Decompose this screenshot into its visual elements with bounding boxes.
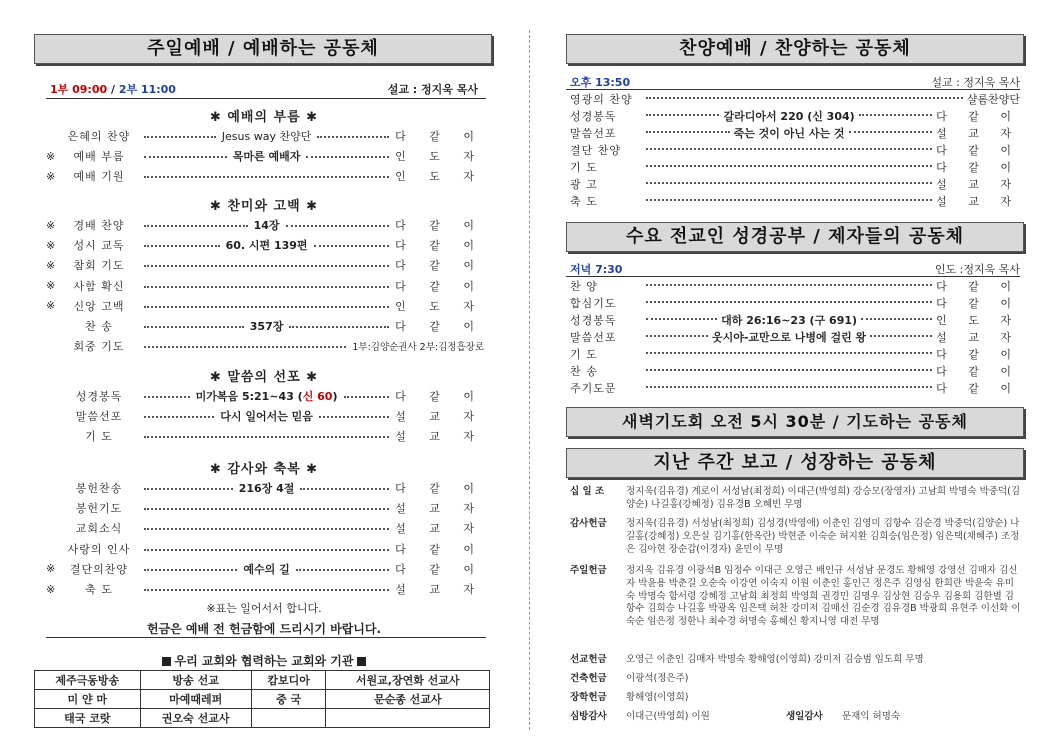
square-bullet-icon <box>357 657 366 666</box>
liturgy-leader: 다 같 이 <box>395 219 484 232</box>
praise-worship-header: 찬양예배 / 찬양하는 공동체 <box>566 34 1024 64</box>
dotted-leader <box>144 428 389 438</box>
dotted-leader <box>144 388 190 398</box>
liturgy-row <box>46 559 484 579</box>
report-category: 생일감사 <box>786 711 823 722</box>
report-names: 이광석(정은주) <box>626 673 689 684</box>
program-leader: 다 같 이 <box>936 365 1020 378</box>
program-row <box>570 295 1020 311</box>
dotted-leader <box>646 108 719 116</box>
divider <box>566 276 1020 277</box>
program-row <box>570 278 1020 294</box>
liturgy-label: 기 도 <box>85 430 113 444</box>
program-label: 결단 찬양 <box>570 144 622 157</box>
program-row <box>570 346 1020 362</box>
dotted-leader <box>144 500 389 510</box>
divider <box>566 89 1020 90</box>
dotted-leader <box>144 480 233 490</box>
liturgy-row <box>46 498 484 518</box>
report-category: 십 일 조 <box>570 486 605 497</box>
section-title: ✱ 예배의 부름 ✱ <box>209 110 319 125</box>
praise-time: 오후 13:50 <box>570 76 631 89</box>
report-category: 주일헌금 <box>570 565 607 576</box>
liturgy-row <box>46 386 484 406</box>
dotted-leader <box>144 237 220 247</box>
report-category: 감사헌금 <box>570 518 607 529</box>
standing-mark: ※ <box>46 279 56 293</box>
program-label: 합심기도 <box>570 297 617 310</box>
liturgy-label: 축 도 <box>85 583 113 596</box>
dotted-leader <box>646 142 932 150</box>
dotted-leader <box>286 217 390 227</box>
liturgy-leader: 인 도 자 <box>395 170 484 184</box>
report-row <box>570 518 1022 556</box>
dotted-leader <box>289 318 389 328</box>
partner-cell <box>251 709 326 728</box>
program-label: 찬 양 <box>570 280 598 293</box>
liturgy-leader: 설 교 자 <box>395 410 485 424</box>
program-row <box>570 380 1020 396</box>
liturgy-row <box>46 215 484 235</box>
liturgy-leader: 설 교 자 <box>395 430 484 444</box>
standing-mark: ※ <box>46 218 56 232</box>
liturgy-label: 봉헌기도 <box>75 502 123 516</box>
dotted-leader <box>144 581 389 591</box>
liturgy-detail: 다시 일어서는 믿음 <box>220 410 313 424</box>
liturgy-label: 사랑의 인사 <box>67 542 131 556</box>
dawn-prayer-header: 새벽기도회 오전 5시 30분 / 기도하는 공동체 <box>566 407 1024 437</box>
dotted-leader <box>646 363 932 371</box>
partner-table <box>34 670 490 728</box>
dotted-leader <box>314 237 390 247</box>
liturgy-label: 참회 기도 <box>73 259 125 273</box>
dotted-leader <box>646 159 932 167</box>
dotted-leader <box>300 480 389 490</box>
liturgy-row <box>46 539 484 559</box>
dotted-leader <box>144 408 214 418</box>
liturgy-detail: 미가복음 5:21~43 (신 60) <box>195 390 338 403</box>
partner-cell: 마예때레퍼 <box>140 690 251 709</box>
partner-cell: 제주극동방송 <box>35 671 141 690</box>
program-leader: 설 교 자 <box>936 331 1021 344</box>
liturgy-label: 예배 부름 <box>73 150 125 164</box>
program-leader: 다 같 이 <box>936 144 1020 157</box>
program-row <box>570 329 1020 345</box>
liturgy-detail: 216장 4절 <box>238 482 295 495</box>
dotted-leader <box>144 541 389 551</box>
dotted-leader <box>144 257 389 267</box>
dotted-leader <box>319 408 389 418</box>
dotted-leader <box>296 561 389 571</box>
service1-time: 1부 09:00 <box>50 83 108 96</box>
liturgy-label: 봉헌찬송 <box>75 482 123 495</box>
program-label: 성경봉독 <box>570 110 617 123</box>
liturgy-detail: 목마른 예배자 <box>232 150 301 164</box>
partner-cell: 미 얀 마 <box>35 690 141 709</box>
divider <box>46 98 486 99</box>
liturgy-detail: Jesus way 찬양단 <box>221 130 312 143</box>
dotted-leader <box>646 193 932 201</box>
report-row <box>570 711 1022 724</box>
dotted-leader <box>144 168 389 178</box>
program-row <box>570 91 1020 107</box>
partner-title <box>32 652 496 669</box>
liturgy-label: 찬 송 <box>85 320 113 333</box>
dotted-leader <box>861 312 932 320</box>
dotted-leader <box>646 346 932 354</box>
column-divider <box>529 30 530 730</box>
program-leader: 다 같 이 <box>936 280 1020 293</box>
square-bullet-icon <box>162 657 171 666</box>
offering-note: 헌금은 예배 전 헌금함에 드리시기 바랍니다. <box>146 622 382 636</box>
program-row <box>570 312 1020 328</box>
report-row <box>570 692 1022 705</box>
standing-mark: ※ <box>46 258 56 272</box>
report-category: 건축헌금 <box>570 673 607 684</box>
liturgy-row <box>46 426 484 446</box>
report-names: 오영근 이춘인 김매자 박명숙 황해영(이영희) 강미저 김승범 임도희 무명 <box>626 654 924 665</box>
liturgy-row <box>46 276 484 296</box>
program-row <box>570 125 1020 141</box>
liturgy-detail: 예수의 길 <box>243 562 290 576</box>
liturgy-leader: 다 같 이 <box>395 239 484 253</box>
standing-mark: ※ <box>46 562 56 576</box>
program-label: 찬 송 <box>570 365 598 378</box>
partner-row <box>35 709 490 728</box>
sunday-times-line <box>50 81 478 97</box>
dotted-leader <box>317 128 389 138</box>
liturgy-label: 교회소식 <box>75 522 123 536</box>
partner-title-text: 우리 교회와 협력하는 교회와 기관 <box>174 654 354 668</box>
sunday-worship-header: 주일예배 / 예배하는 공동체 <box>34 34 492 64</box>
program-label: 성경봉독 <box>570 314 617 327</box>
dotted-leader <box>646 125 730 133</box>
liturgy-label: 말씀선포 <box>75 410 123 424</box>
wednesday-time: 저녁 7:30 <box>570 263 623 276</box>
dotted-leader <box>646 329 708 337</box>
dotted-leader <box>144 217 248 227</box>
program-row <box>570 159 1020 175</box>
program-leader: 다 같 이 <box>936 110 1021 123</box>
time-separator: / <box>107 83 119 96</box>
liturgy-row <box>46 316 484 336</box>
liturgy-leader: 다 같 이 <box>395 482 485 495</box>
liturgy-row <box>46 579 484 599</box>
liturgy-row <box>46 518 484 538</box>
report-category: 선교헌금 <box>570 654 607 665</box>
dotted-leader <box>344 388 390 398</box>
dotted-leader <box>144 318 244 328</box>
report-row <box>570 565 1022 629</box>
program-leader: 다 같 이 <box>936 348 1020 361</box>
liturgy-detail: 60. 시편 139편 <box>225 239 308 253</box>
program-row <box>570 176 1020 192</box>
standing-mark: ※ <box>46 238 56 252</box>
dotted-leader <box>144 128 216 138</box>
liturgy-label: 예배 기원 <box>73 170 125 184</box>
wednesday-time-line <box>570 261 1020 277</box>
program-row <box>570 108 1020 124</box>
liturgy-leader: 다 같 이 <box>395 259 484 273</box>
program-detail: 대하 26:16~23 (구 691) <box>721 314 858 327</box>
dotted-leader <box>646 380 932 388</box>
program-leader: 샬롬찬양단 <box>966 93 1020 106</box>
liturgy-row <box>46 406 484 426</box>
liturgy-label: 은혜의 찬양 <box>67 130 131 143</box>
liturgy-label: 사함 확신 <box>73 279 125 293</box>
partner-cell: 태국 코랏 <box>35 709 141 728</box>
program-label: 주기도문 <box>570 382 617 395</box>
report-names: 황해영(이영희) <box>626 692 689 703</box>
dotted-leader <box>646 176 932 184</box>
program-leader: 설 교 자 <box>936 195 1020 208</box>
program-leader: 다 같 이 <box>936 382 1020 395</box>
section-title: ✱ 찬미와 고백 ✱ <box>209 199 319 214</box>
dotted-leader <box>646 91 963 99</box>
praise-preacher: 설교 : 정지욱 목사 <box>931 76 1020 89</box>
dotted-leader <box>646 295 932 303</box>
partner-cell: 캄보디아 <box>251 671 326 690</box>
liturgy-leader: 다 같 이 <box>395 279 484 293</box>
liturgy-label: 신앙 고백 <box>73 299 125 313</box>
dotted-leader <box>306 148 389 158</box>
dotted-leader <box>870 329 932 337</box>
report-category: 장학헌금 <box>570 692 607 703</box>
liturgy-row <box>46 336 484 356</box>
liturgy-leader: 설 교 자 <box>395 522 484 536</box>
dotted-leader <box>144 278 389 288</box>
report-row <box>570 486 1022 512</box>
program-detail: 죽는 것이 아닌 사는 것 <box>733 127 845 140</box>
service2-time: 2부 11:00 <box>118 83 176 96</box>
program-label: 말씀선포 <box>570 127 617 140</box>
liturgy-row <box>46 255 484 275</box>
report-category: 심방감사 <box>570 711 607 722</box>
liturgy-leader: 다 같 이 <box>395 542 484 556</box>
partner-cell: 중 국 <box>251 690 326 709</box>
standing-mark: ※ <box>46 169 56 183</box>
partner-row <box>35 671 490 690</box>
partner-cell: 문순종 선교사 <box>326 690 490 709</box>
liturgy-detail: 357장 <box>249 320 284 333</box>
liturgy-leader: 설 교 자 <box>395 502 484 516</box>
liturgy-label: 회중 기도 <box>73 340 125 354</box>
program-row <box>570 363 1020 379</box>
dotted-leader <box>144 298 389 308</box>
partner-cell: 권오숙 선교사 <box>140 709 251 728</box>
report-names: 정지욱(김유경) 계로이 서성남(최정희) 이대근(박영희) 강승모(장영자) 고남희 박명숙 박중덕(김양순) 나길홍(강혜정) 김유경B 오혜빈 무명 <box>626 486 1021 510</box>
standing-note: ※표는 일어서서 합니다. <box>206 602 322 615</box>
partner-cell: 서원교,장연화 선교사 <box>326 671 490 690</box>
report-names: 문재익 허명숙 <box>842 711 901 722</box>
dotted-leader <box>646 312 717 320</box>
dotted-leader <box>849 125 933 133</box>
report-names: 이대근(박영희) 이원 <box>626 711 710 722</box>
wednesday-study-header: 수요 전교인 성경공부 / 제자들의 공동체 <box>566 222 1024 252</box>
liturgy-leader: 1부:김양순권사 2부:김정흡장로 <box>352 342 484 354</box>
program-label: 기 도 <box>570 348 598 361</box>
liturgy-leader: 다 같 이 <box>395 130 485 143</box>
liturgy-row <box>46 126 484 146</box>
report-row <box>570 654 1022 667</box>
dotted-leader <box>144 338 346 348</box>
liturgy-leader: 다 같 이 <box>395 390 484 403</box>
wednesday-leader: 인도 :정지욱 목사 <box>934 263 1020 276</box>
program-leader: 설 교 자 <box>936 127 1021 140</box>
liturgy-detail: 14장 <box>253 219 280 232</box>
partner-cell <box>326 709 490 728</box>
liturgy-row <box>46 296 484 316</box>
partner-cell: 방송 선교 <box>140 671 251 690</box>
partner-row <box>35 690 490 709</box>
program-label: 축 도 <box>570 195 598 208</box>
program-row <box>570 142 1020 158</box>
dotted-leader <box>859 108 932 116</box>
section-title: ✱ 말씀의 선포 ✱ <box>209 370 319 385</box>
program-detail: 웃시야-교만으로 나병에 걸린 왕 <box>711 331 867 344</box>
liturgy-row <box>46 235 484 255</box>
liturgy-label: 경배 찬양 <box>73 219 125 232</box>
liturgy-leader: 다 같 이 <box>395 562 484 576</box>
liturgy-label: 성경봉독 <box>75 390 123 403</box>
liturgy-leader: 다 같 이 <box>395 320 484 333</box>
liturgy-row <box>46 166 484 186</box>
weekly-report-header: 지난 주간 보고 / 성장하는 공동체 <box>566 448 1024 478</box>
standing-mark: ※ <box>46 299 56 313</box>
dotted-leader <box>144 148 227 158</box>
program-row <box>570 193 1020 209</box>
standing-mark: ※ <box>46 582 56 596</box>
liturgy-row <box>46 146 484 166</box>
dotted-leader <box>144 520 389 530</box>
praise-time-line <box>570 74 1020 90</box>
section-title: ✱ 감사와 축복 ✱ <box>209 462 319 477</box>
report-names: 정지욱(김유경) 서성남(최정희) 김성경(박영애) 이춘인 김영미 김항수 김순경 박중덕(김양순) 나길홍(강혜정) 오은실 김기홍(한옥란) 박현준 이숙순 허지환 김희승(임은정) 임은택(채혜주) 조정은 김아현 장순갑(이경자) 윤민이 무명 <box>626 518 1020 555</box>
program-label: 기 도 <box>570 161 598 174</box>
liturgy-leader: 인 도 자 <box>395 150 484 164</box>
report-names: 정지욱 김유경 이광석B 임정수 이대근 오영근 배인규 서성남 문경도 황해영 강영선 김매자 김신자 박윤용 박춘길 오순숙 이강연 이숙지 이원 이춘인 홍인근 정은주 김영심 한희란 박윤숙 유미숙 박명숙 함서령 강혜정 고남희 최정희 박영희 권경민 김명우 김상현 김승우 김용희 김한별 김항수 김희승 나길홍 박광옥 임은택 허찬 강미저 김매선 김순경 김유경B 박광희 유현주 이선화 이숙순 임은정 정한나 최수경 허명숙 홍혜신 황지니영 대전 무명 <box>626 565 1021 628</box>
report-row <box>570 673 1022 686</box>
dotted-leader <box>144 561 237 571</box>
program-leader: 인 도 자 <box>936 314 1021 327</box>
program-leader: 다 같 이 <box>936 161 1020 174</box>
liturgy-label: 결단의찬양 <box>69 562 129 576</box>
dotted-leader <box>646 278 932 286</box>
program-leader: 설 교 자 <box>936 178 1020 191</box>
standing-mark: ※ <box>46 149 56 163</box>
program-detail: 갈라디아서 220 (신 304) <box>723 110 855 123</box>
program-label: 영광의 찬양 <box>570 93 633 106</box>
program-leader: 다 같 이 <box>936 297 1020 310</box>
divider <box>46 637 486 638</box>
liturgy-leader: 인 도 자 <box>395 299 484 313</box>
liturgy-label: 성시 교독 <box>73 239 125 253</box>
sunday-preacher: 설교 : 정지욱 목사 <box>387 83 478 96</box>
program-label: 광 고 <box>570 178 598 191</box>
program-label: 말씀선포 <box>570 331 617 344</box>
liturgy-row <box>46 478 484 498</box>
liturgy-leader: 설 교 자 <box>395 583 484 596</box>
